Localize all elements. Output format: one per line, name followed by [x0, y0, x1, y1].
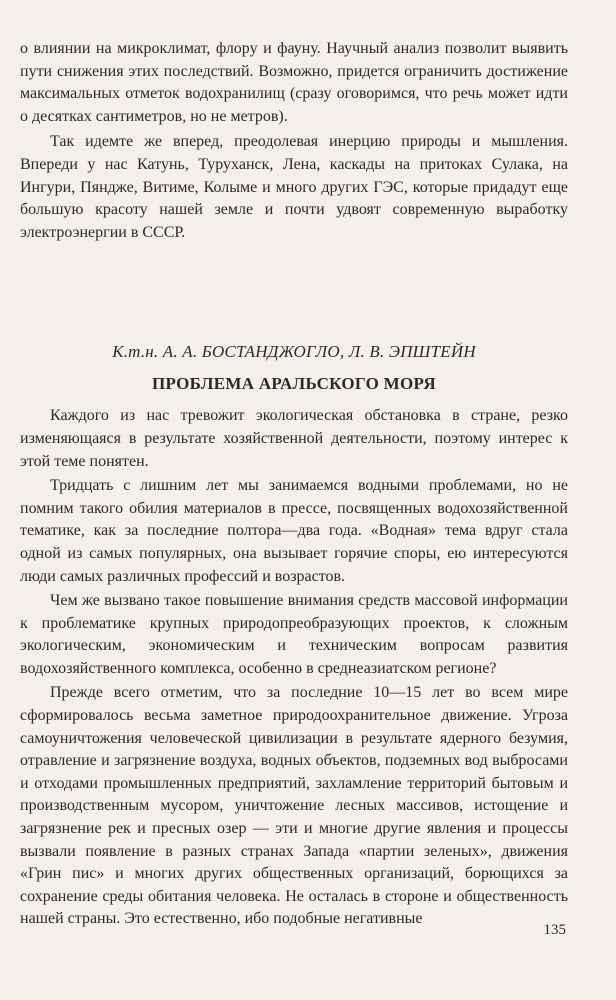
article-paragraph: Чем же вызвано такое повышение внимания средств массовой информации к проблематике крупных природопреобразующих проектов, к сложным экологическим, экономическим и техническим вопросам развития водохозяйственного комплекса, особенно в среднеазиатском регионе? [20, 592, 568, 677]
article-paragraph: Каждого из нас тревожит экологическая обстановка в стране, резко изменяющаяся в результате хозяйственной деятельности, поэтому интерес к этой теме понятен. [20, 407, 568, 470]
article-title: ПРОБЛЕМА АРАЛЬСКОГО МОРЯ [152, 374, 436, 394]
article-authors: К.т.н. А. А. БОСТАНДЖОГЛО, Л. В. ЭПШТЕЙН [112, 342, 476, 362]
article-paragraph: Тридцать с лишним лет мы занимаемся водными проблемами, но не помним такого обилия материалов в прессе, посвященных водохозяйственной тематике, как за последние полтора—два года. «Водная» тема вдруг стала одной из самых популярных, она вызывает горячие споры, ею интересуются люди самых различных профессий и возрастов. [20, 477, 568, 585]
paragraph-closing: Так идемте же вперед, преодолевая инерцию природы и мышления. Впереди у нас Катунь, Туруханск, Лена, каскады на притоках Сулака, на Ингури, Пяндже, Витиме, Колыме и много других ГЭС, которые придадут еще большую красоту нашей земле и почти удвоят современную выработку электроэнергии в СССР. [20, 133, 568, 241]
book-page [20, 38, 568, 931]
article-paragraph: Прежде всего отметим, что за последние 10—15 лет во всем мире сформировалось весьма заметное природоохранительное движение. Угроза самоуничтожения человеческой цивилизации в результате ядерного безумия, отравление и загрязнение воздуха, водных объектов, подземных вод выбросами и отходами промышленных предприятий, захламление территорий бытовым и производственным мусором, уничтожение лесных массивов, истощение и загрязнение рек и пресных озер — эти и многие другие явления и процессы вызвали появление в разных странах Запада «партии зеленых», движения «Грин пис» и многих других общественных организаций, борющихся за сохранение среды обитания человека. Не осталась в стороне и общественность нашей страны. Это естественно, ибо подобные негативные [20, 684, 568, 928]
paragraph-continuation: о влиянии на микроклимат, флору и фауну. Научный анализ позволит выявить пути снижения этих последствий. Возможно, придется ограничить достижение максимальных отметок водохранилищ (сразу оговоримся, что речь может идти о десятках сантиметров, но не метров). [20, 40, 568, 125]
page-number: 135 [543, 922, 566, 938]
